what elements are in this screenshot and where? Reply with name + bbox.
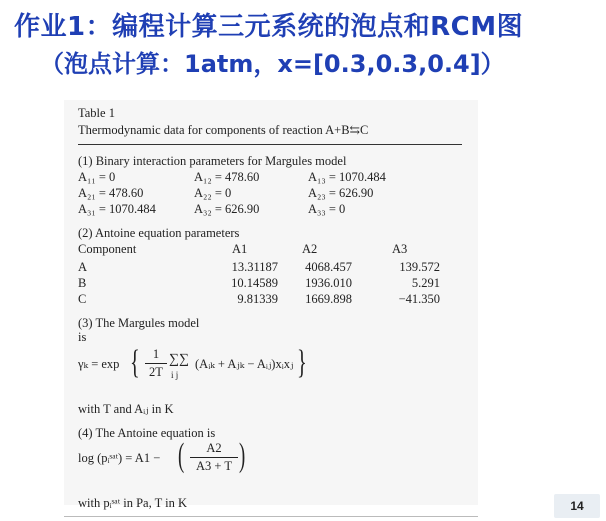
right-brace-symbol: } — [297, 344, 307, 381]
antoine-eq-frac-den: A3 + T — [196, 459, 232, 473]
antoine-frac-bar — [190, 457, 238, 458]
margules-a11: A₁₁ = 0 — [78, 170, 116, 184]
left-paren-symbol: ( — [178, 437, 185, 474]
table-caption: Table 1 — [78, 106, 115, 120]
margules-eq-lhs: γₖ = exp — [78, 357, 120, 371]
margules-a22: A₂₂ = 0 — [194, 186, 232, 200]
antoine-row-a-a3: 139.572 — [399, 260, 440, 274]
margules-eq-sum-indices: i j — [171, 370, 179, 380]
right-paren-symbol: ) — [239, 437, 246, 474]
margules-eq-frac-den: 2T — [149, 365, 163, 379]
margules-eq-body: (Aᵢₖ + Aⱼₖ − Aᵢⱼ)xᵢxⱼ — [195, 357, 294, 371]
antoine-row-b-name: B — [78, 276, 87, 290]
antoine-header-a3: A3 — [392, 242, 408, 256]
antoine-header-a1: A1 — [232, 242, 248, 256]
page-number: 14 — [554, 494, 600, 518]
section-4-title: (4) The Antoine equation is — [78, 426, 216, 440]
antoine-eq-lhs: log (pᵢˢᵃᵗ) = A1 − — [78, 451, 161, 465]
margules-equation — [78, 343, 318, 387]
thermo-data-table-image — [64, 100, 478, 510]
section-3-title: (3) The Margules model — [78, 316, 200, 330]
margules-eq-frac-num: 1 — [152, 347, 160, 361]
title-line-1: 作业1：编程计算三元系统的泡点和RCM图 — [14, 12, 524, 42]
table-heading: Thermodynamic data for components of reaction A+B⇆C — [78, 123, 369, 137]
margules-a32: A₃₂ = 626.90 — [194, 202, 260, 216]
antoine-row-c-a1: 9.81339 — [237, 292, 278, 306]
bottom-rule — [64, 516, 478, 517]
margules-frac-bar — [145, 363, 167, 364]
antoine-eq-frac-num: A2 — [206, 441, 222, 455]
section-3-is: is — [78, 330, 87, 344]
margules-eq-sums: ∑∑ — [169, 352, 189, 367]
margules-a13: A₁₃ = 1070.484 — [308, 170, 386, 184]
margules-a12: A₁₂ = 478.60 — [194, 170, 260, 184]
antoine-row-c-name: C — [78, 292, 87, 306]
antoine-row-c-a2: 1669.898 — [305, 292, 352, 306]
antoine-row-b-a3: 5.291 — [411, 276, 440, 290]
antoine-row-c-a3: −41.350 — [398, 292, 440, 306]
table-top-rule — [78, 144, 462, 145]
section-1-title: (1) Binary interaction parameters for Margules model — [78, 154, 347, 168]
antoine-equation — [78, 436, 278, 480]
antoine-header-a2: A2 — [302, 242, 318, 256]
with-line-1: with T and Aᵢⱼ in K — [78, 402, 174, 416]
section-2-title: (2) Antoine equation parameters — [78, 226, 240, 240]
margules-a33: A₃₃ = 0 — [308, 202, 346, 216]
title-line-2: （泡点计算：1atm，x=[0.3,0.3,0.4]） — [40, 50, 505, 78]
antoine-row-b-a1: 10.14589 — [231, 276, 278, 290]
antoine-header-component: Component — [78, 242, 137, 256]
margules-a23: A₂₃ = 626.90 — [308, 186, 374, 200]
left-brace-symbol: { — [130, 344, 140, 381]
margules-a21: A₂₁ = 478.60 — [78, 186, 144, 200]
antoine-row-a-a2: 4068.457 — [305, 260, 352, 274]
antoine-row-a-a1: 13.31187 — [231, 260, 278, 274]
with-line-2: with pᵢˢᵃᵗ in Pa, T in K — [78, 496, 188, 510]
antoine-row-a-name: A — [78, 260, 88, 274]
margules-a31: A₃₁ = 1070.484 — [78, 202, 156, 216]
antoine-row-b-a2: 1936.010 — [305, 276, 352, 290]
